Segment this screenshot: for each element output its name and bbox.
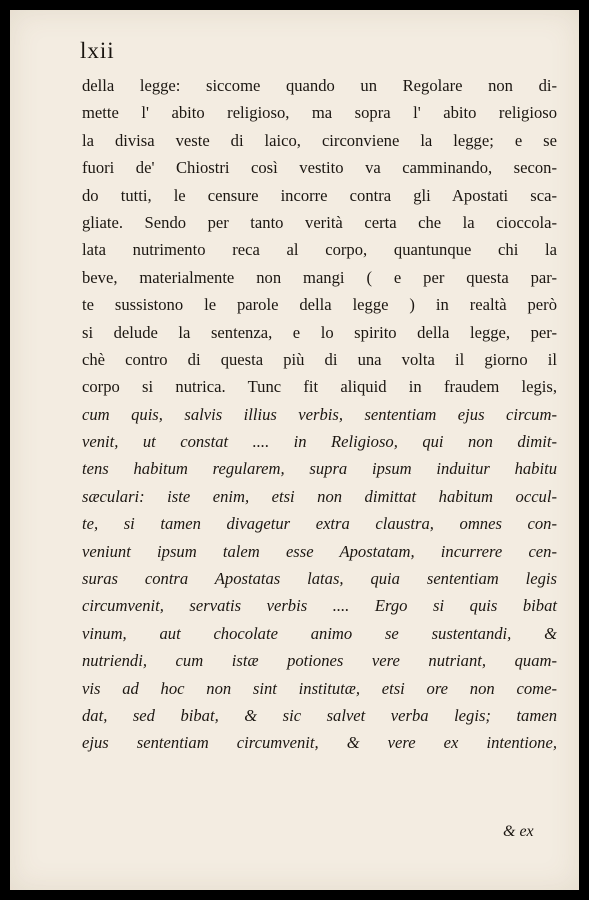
text-line: te, si tamen divagetur extra claustra, omnes con- xyxy=(82,514,557,534)
catchword: & ex xyxy=(503,823,534,840)
text-line: cum quis, salvis illius verbis, sententiam ejus circum- xyxy=(82,404,557,424)
text-line: tens habitum regularem, supra ipsum induitur habitu xyxy=(82,459,557,479)
text-line: corpo si nutrica. Tunc fit aliquid in fraudem legis, xyxy=(82,377,557,397)
text-line: beve, materialmente non mangi ( e per questa par- xyxy=(82,267,557,287)
text-line: venit, ut constat .... in Religioso, qui non dimit- xyxy=(82,432,557,452)
text-line: nutriendi, cum istæ potiones vere nutriant, quam- xyxy=(82,651,557,671)
text-line: della legge: siccome quando un Regolare non di- xyxy=(82,76,557,95)
text-line: fuori de' Chiostri così vestito va camminando, secon- xyxy=(82,158,557,178)
text-line: mette l' abito religioso, ma sopra l' abito religioso xyxy=(82,103,557,123)
text-line: vinum, aut chocolate animo se sustentandi, & xyxy=(82,623,557,643)
page-number: lxii xyxy=(80,38,115,63)
text-line: dat, sed bibat, & sic salvet verba legis; tamen xyxy=(82,705,557,725)
text-line: sæculari: iste enim, etsi non dimittat habitum occul- xyxy=(82,486,557,506)
text-line: gliate. Sendo per tanto verità certa che la cioccola- xyxy=(82,212,557,232)
book-page xyxy=(10,10,579,890)
text-line: circumvenit, servatis verbis .... Ergo si quis bibat xyxy=(82,596,557,616)
text-line: do tutti, le censure incorre contra gli Apostati sca- xyxy=(82,185,557,205)
text-line: si delude la sentenza, e lo spirito della legge, per- xyxy=(82,322,557,342)
text-line: te sussistono le parole della legge ) in realtà però xyxy=(82,295,557,315)
text-line: ejus sententiam circumvenit, & vere ex intentione, xyxy=(82,733,557,753)
text-line: chè contro di questa più di una volta il giorno il xyxy=(82,349,557,369)
text-line: suras contra Apostatas latas, quia sententiam legis xyxy=(82,569,557,589)
text-line: veniunt ipsum talem esse Apostatam, incurrere cen- xyxy=(82,541,557,561)
text-line: la divisa veste di laico, circonviene la legge; e se xyxy=(82,130,557,150)
text-line: vis ad hoc non sint institutæ, etsi ore non come- xyxy=(82,678,557,698)
text-line: lata nutrimento reca al corpo, quantunque chi la xyxy=(82,240,557,260)
body-text xyxy=(82,72,557,757)
